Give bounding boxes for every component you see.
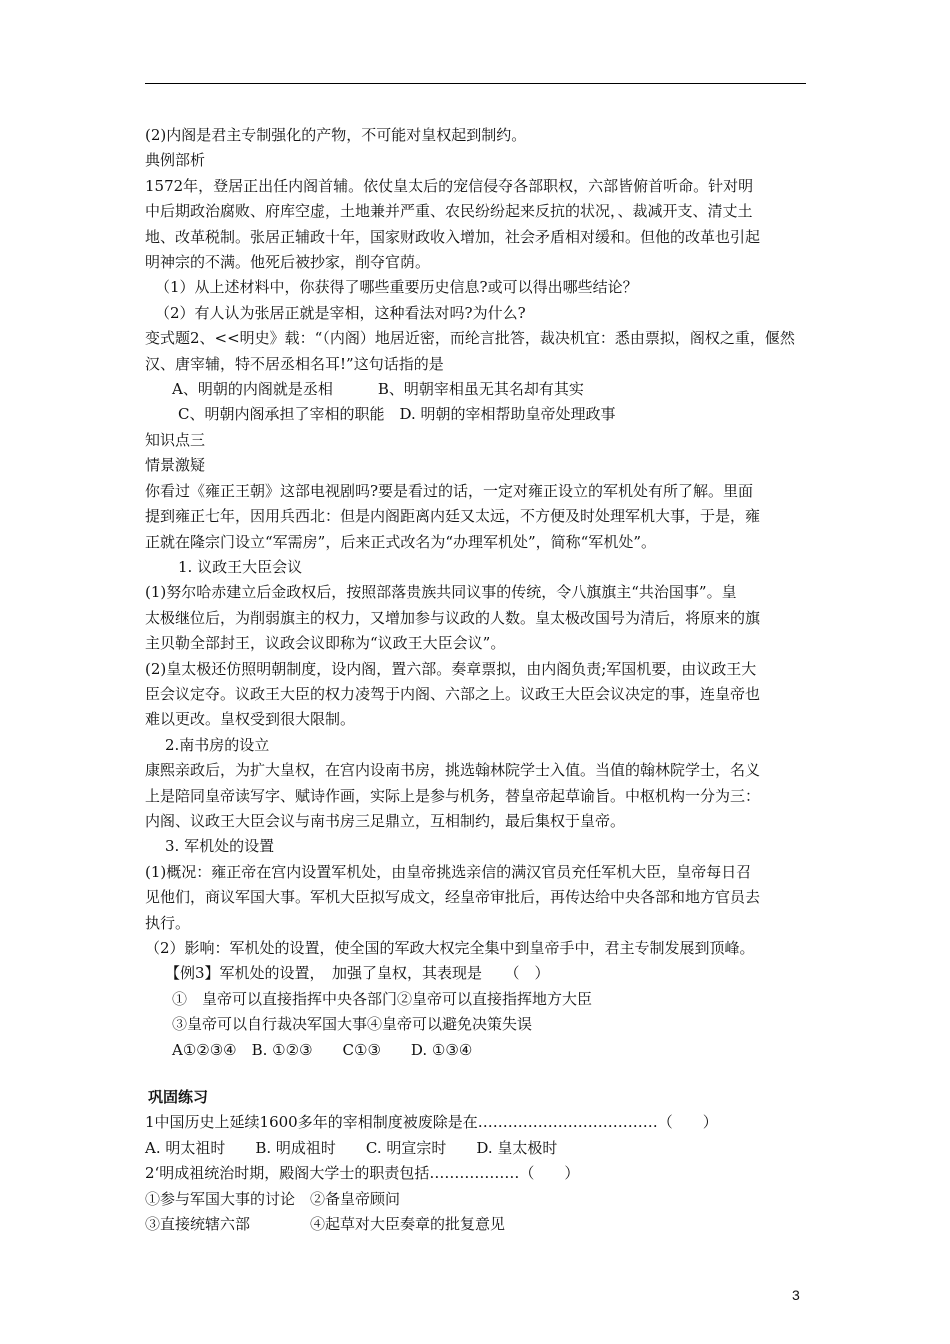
answer-options: A、明朝的内阁就是丞相 B、明朝宰相虽无其名却有其实 xyxy=(172,380,584,399)
paragraph: 地、改革税制。张居正辅政十年，国家财政收入增加，社会矛盾相对缓和。但他的改革也引起 xyxy=(145,227,761,246)
paragraph: (1)概况：雍正帝在宫内设置军机处，由皇帝挑选亲信的满汉官员充任军机大臣，皇帝每日召 xyxy=(145,862,752,881)
paragraph: 变式题2、<<明史》载：“（内阁）地居近密，而纶言批答，裁决机宜：悉由票拟，阁权之重，偃然 xyxy=(145,329,795,348)
header-rule xyxy=(145,83,806,84)
paragraph: 康熙亲政后，为扩大皇权，在宫内设南书房，挑选翰林院学士入值。当值的翰林院学士，名义 xyxy=(145,761,761,780)
answer-options: A. 明太祖时 B. 明成祖时 C. 明宣宗时 D. 皇太极时 xyxy=(145,1138,558,1157)
answer-options: ①参与军国大事的讨论 ②备皇帝顾问 xyxy=(145,1189,401,1208)
paragraph: 正就在隆宗门设立“军需房”，后来正式改名为“办理军机处”，简称“军机处”。 xyxy=(145,532,657,551)
paragraph: （2）影响：军机处的设置，使全国的军政大权完全集中到皇帝手中，君主专制发展到顶峰。 xyxy=(145,939,755,957)
answer-options: C、明朝内阁承担了宰相的职能 D. 明朝的宰相帮助皇帝处理政事 xyxy=(178,405,616,424)
question: 1中国历史上延续1600多年的宰相制度被废除是在………………………………（ ） xyxy=(145,1113,718,1132)
paragraph: 见他们，商议军国大事。军机大臣拟写成文，经皇帝审批后，再传达给中央各部和地方官员去 xyxy=(145,888,761,907)
example-question: 【例3】军机处的设置， 加强了皇权，其表现是 （ ） xyxy=(165,964,550,983)
section-heading: 巩固练习 xyxy=(148,1088,209,1107)
paragraph: 太极继位后，为削弱旗主的权力，又增加参与议政的人数。皇太极改国号为清后，将原来的旗 xyxy=(145,608,761,627)
paragraph: 执行。 xyxy=(145,913,191,932)
paragraph: 内阁、议政王大臣会议与南书房三足鼎立，互相制约，最后集权于皇帝。 xyxy=(145,811,626,830)
paragraph: (2)内阁是君主专制强化的产物，不可能对皇权起到制约。 xyxy=(145,126,527,144)
subheading: 3. 军机处的设置 xyxy=(165,837,275,856)
paragraph: 难以更改。皇权受到很大限制。 xyxy=(145,710,356,729)
paragraph: 你看过《雍正王朝》这部电视剧吗?要是看过的话，一定对雍正设立的军机处有所了解。里面 xyxy=(145,481,754,500)
paragraph: 中后期政治腐败、府库空虚，土地兼并严重、农民纷纷起来反抗的状况，、裁减开支、清丈土 xyxy=(145,202,753,221)
question: （1）从上述材料中，你获得了哪些重要历史信息?或可以得出哪些结论？ xyxy=(155,278,638,297)
paragraph: 上是陪同皇帝读写字、赋诗作画，实际上是参与机务，替皇帝起草谕旨。中枢机构一分为三： xyxy=(145,786,761,805)
section-heading: 知识点三 xyxy=(145,430,206,449)
answer-options: ① 皇帝可以直接指挥中央各部门②皇帝可以直接指挥地方大臣 xyxy=(172,989,593,1008)
paragraph: 1572年，登居正出任内阁首辅。依仗皇太后的宠信侵夺各部职权，六部皆俯首听命。针对明 xyxy=(145,176,754,195)
answer-options: ③皇帝可以自行裁决军国大事④皇帝可以避免决策失误 xyxy=(172,1015,533,1034)
paragraph: 主贝勒全部封王，议政会议即称为“议政王大臣会议”。 xyxy=(145,634,506,653)
document-body xyxy=(145,123,810,1237)
paragraph: (1)努尔哈赤建立后金政权后，按照部落贵族共同议事的传统，令八旗旗主“共治国事”。皇 xyxy=(145,583,737,602)
paragraph: 汉、唐宰辅，特不居丞相名耳!”这句话指的是 xyxy=(145,354,444,373)
question: 2‘明成祖统治时期，殿阁大学士的职责包括………………（ ） xyxy=(145,1164,580,1183)
subheading: 2.南书房的设立 xyxy=(165,735,270,754)
answer-options: A①②③④ B. ①②③ C①③ D. ①③④ xyxy=(172,1040,473,1059)
question: （2）有人认为张居正就是宰相，这种看法对吗?为什么? xyxy=(155,303,526,322)
answer-options: ③直接统辖六部 ④起草对大臣奏章的批复意见 xyxy=(145,1215,506,1234)
paragraph: (2)皇太极还仿照明朝制度，设内阁，置六部。奏章票拟，由内阁负责;军国机要，由议政王大 xyxy=(145,659,757,678)
paragraph: 臣会议定夺。议政王大臣的权力凌驾于内阁、六部之上。议政王大臣会议决定的事，连皇帝也 xyxy=(145,684,761,703)
paragraph: 提到雍正七年，因用兵西北：但是内阁距离内廷又太远，不方便及时处理军机大事，于是，雍 xyxy=(145,507,761,526)
section-heading: 情景激疑 xyxy=(145,456,206,475)
subheading: 1. 议政王大臣会议 xyxy=(178,557,303,576)
paragraph: 明神宗的不满。他死后被抄家，削夺官荫。 xyxy=(145,253,431,272)
page-number: 3 xyxy=(792,1287,800,1303)
section-heading: 典例部析 xyxy=(145,151,206,170)
